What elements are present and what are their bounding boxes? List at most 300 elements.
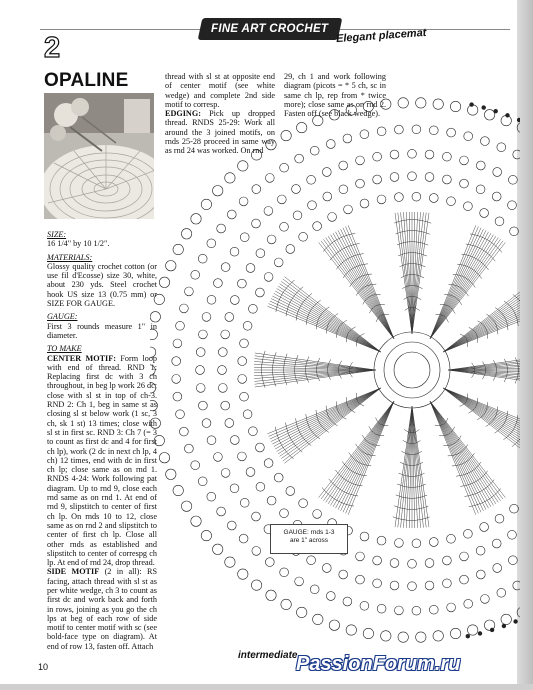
- picot: [482, 105, 486, 109]
- chain-arc: [273, 352, 277, 386]
- chain-loop: [280, 222, 289, 231]
- stitch-stroke: [278, 388, 381, 454]
- center-motif-paragraph: [47, 354, 157, 568]
- chain-loop: [447, 128, 456, 137]
- stitch-stroke: [323, 239, 394, 339]
- chain-loop: [181, 501, 191, 511]
- chain-loop: [460, 156, 469, 165]
- chain-loop: [227, 521, 236, 530]
- chain-loop: [492, 192, 501, 201]
- chain-loop: [513, 581, 520, 590]
- chain-loop: [495, 514, 504, 523]
- picot: [466, 634, 470, 638]
- chain-loop: [373, 175, 382, 184]
- chain-loop: [484, 110, 494, 120]
- chain-loop: [252, 185, 261, 194]
- stitch-stroke: [430, 401, 501, 501]
- stitch-stroke: [272, 296, 380, 352]
- chain-loop: [429, 605, 438, 614]
- chain-loop: [395, 193, 404, 202]
- side-motif-heading: SIDE MOTIF: [47, 567, 100, 577]
- chain-loop: [256, 288, 265, 297]
- picot: [494, 109, 498, 113]
- stitch-stroke: [323, 401, 394, 501]
- center-round: [384, 342, 440, 398]
- chain-loop: [293, 211, 302, 220]
- chain-loop: [390, 150, 399, 159]
- stitch-stroke: [321, 241, 394, 339]
- chain-loop: [343, 597, 352, 606]
- chain-loop: [395, 539, 404, 548]
- chain-loop: [249, 304, 258, 313]
- chain-loop: [343, 134, 352, 143]
- stitch-stroke: [271, 299, 381, 353]
- chain-arc: [401, 274, 424, 277]
- stitch-stroke: [430, 239, 501, 339]
- chain-loop: [360, 199, 369, 208]
- chain-loop: [213, 186, 223, 196]
- chain-arc: [482, 362, 485, 380]
- chain-loop: [238, 161, 248, 171]
- chain-loop: [460, 179, 469, 188]
- chain-loop: [447, 534, 456, 543]
- chain-loop: [313, 222, 322, 231]
- stitch-stroke: [430, 401, 486, 509]
- stitch-stroke: [281, 281, 381, 352]
- chain-loop: [181, 229, 191, 239]
- chain-loop: [281, 130, 291, 140]
- chain-loop: [230, 436, 239, 445]
- chain-arc: [262, 351, 266, 388]
- size-label: SIZE:: [47, 230, 67, 239]
- chain-loop: [299, 232, 308, 241]
- picot: [490, 628, 494, 632]
- chain-loop: [150, 312, 160, 322]
- stitch-stroke: [326, 238, 394, 339]
- side-motif-text: (2 in all): RS facing, attach thread with sl st as per white wedge, ch 3 to count as first dc and work back and forth in rows, joining as you go the ch lps at beg of each row of side motif to center motif with sc (see bold-face type on diagram). At end of row 13, fasten off. Attach: [47, 567, 158, 651]
- stitch-stroke: [267, 388, 380, 434]
- chain-loop: [240, 233, 249, 242]
- stitch-stroke: [348, 225, 394, 338]
- chain-loop: [326, 140, 335, 149]
- chain-loop: [356, 552, 365, 561]
- chain-loop: [356, 179, 365, 188]
- chain-arc: [405, 307, 420, 310]
- chain-loop: [180, 427, 189, 436]
- stitch-stroke: [274, 294, 381, 353]
- stitch-stroke: [328, 401, 394, 504]
- chain-loop: [172, 375, 181, 384]
- chain-loop: [447, 603, 456, 612]
- chain-loop: [313, 614, 323, 624]
- chain-loop: [180, 304, 189, 313]
- chain-loop: [425, 581, 434, 590]
- gauge-note-line-2: are 1" across: [289, 537, 329, 544]
- chain-loop: [339, 570, 348, 579]
- chain-loop: [218, 384, 227, 393]
- stitch-stroke: [336, 401, 395, 508]
- chain-loop: [481, 595, 490, 604]
- gauge-text: First 3 rounds measure 1" in diameter.: [47, 321, 157, 340]
- stitch-stroke: [336, 232, 395, 339]
- chain-loop: [227, 210, 236, 219]
- chain-loop: [176, 321, 185, 330]
- chain-loop: [217, 224, 226, 233]
- page-number: 10: [38, 662, 49, 672]
- chain-loop: [425, 150, 434, 159]
- chain-loop: [191, 270, 200, 279]
- chain-loop: [230, 484, 239, 493]
- chain-loop: [476, 570, 485, 579]
- chain-loop: [191, 461, 200, 470]
- chain-loop: [154, 435, 164, 445]
- picot: [469, 102, 473, 106]
- chain-loop: [297, 122, 307, 132]
- chain-loop: [381, 631, 391, 641]
- stitch-stroke: [430, 401, 498, 502]
- watermark: PassionForum.ru: [296, 653, 461, 675]
- chain-loop: [196, 348, 205, 357]
- chain-loop: [513, 150, 520, 159]
- pattern-title: OPALINE: [44, 70, 129, 91]
- materials-text: Glossy quality crochet cotton (or use fil d'Ecosse) size 30, white, about 230 yds. Steel crochet hook US size 13 (0.75 mm) or SIZE FOR GAUGE.: [47, 261, 157, 309]
- chain-loop: [329, 110, 339, 120]
- chain-loop: [214, 279, 223, 288]
- stitch-stroke: [430, 401, 484, 511]
- chain-loop: [277, 195, 286, 204]
- page-subtitle: Elegant placemat: [335, 26, 427, 46]
- chain-loop: [429, 126, 438, 135]
- stitch-stroke: [271, 388, 381, 442]
- stitch-stroke: [283, 388, 381, 461]
- chain-loop: [433, 99, 443, 109]
- chain-loop: [230, 296, 239, 305]
- chain-loop: [243, 321, 252, 330]
- chain-loop: [172, 357, 181, 366]
- chain-loop: [218, 348, 227, 357]
- chain-loop: [159, 453, 169, 463]
- chain-loop: [360, 601, 369, 610]
- chain-loop: [267, 235, 276, 244]
- stitch-stroke: [443, 388, 520, 461]
- chain-loop: [395, 606, 404, 615]
- stitch-stroke: [348, 401, 394, 514]
- chain-loop: [464, 599, 473, 608]
- page-edge-bottom: [0, 684, 533, 690]
- stitch-stroke: [430, 238, 498, 339]
- chain-loop: [256, 249, 265, 258]
- chain-loop: [307, 556, 316, 565]
- chain-loop: [450, 628, 460, 638]
- chain-loop: [239, 534, 248, 543]
- side-motif-continued: thread with sl st at opposite end of center motif (see white wedge) and complete 2nd side motif to corresp.: [165, 72, 275, 109]
- chain-arc: [400, 462, 423, 465]
- chain-arc: [394, 506, 428, 510]
- chain-loop: [509, 556, 518, 565]
- chain-loop: [225, 557, 235, 567]
- chain-loop: [280, 509, 289, 518]
- chain-loop: [202, 419, 211, 428]
- chain-loop: [416, 632, 426, 642]
- stitch-stroke: [430, 401, 489, 508]
- chain-loop: [356, 156, 365, 165]
- chain-loop: [468, 625, 478, 635]
- chain-loop: [264, 207, 273, 216]
- gauge-label: GAUGE:: [47, 312, 78, 322]
- stitch-stroke: [430, 401, 503, 499]
- chain-loop: [476, 185, 485, 194]
- chain-arc: [404, 430, 419, 433]
- chain-loop: [280, 163, 289, 172]
- chain-loop: [310, 585, 319, 594]
- stitch-stroke: [430, 230, 486, 338]
- chain-loop: [322, 564, 331, 573]
- chain-loop: [510, 504, 519, 513]
- chain-loop: [239, 197, 248, 206]
- to-make-label: TO MAKE: [47, 344, 82, 354]
- chain-loop: [329, 620, 339, 630]
- chain-loop: [266, 590, 276, 600]
- chain-loop: [398, 632, 408, 642]
- chain-loop: [221, 330, 230, 339]
- stitch-stroke: [338, 401, 394, 509]
- chain-loop: [150, 329, 158, 339]
- chain-loop: [166, 261, 176, 271]
- chain-loop: [173, 392, 182, 401]
- chain-loop: [408, 149, 417, 158]
- chain-loop: [339, 185, 348, 194]
- chain-loop: [377, 604, 386, 613]
- chain-loop: [395, 125, 404, 134]
- chain-loop: [425, 173, 434, 182]
- chain-loop: [256, 443, 265, 452]
- chain-loop: [173, 339, 182, 348]
- chain-loop: [425, 559, 434, 568]
- chain-loop: [307, 175, 316, 184]
- section-banner: FINE ART CROCHET: [198, 18, 343, 40]
- chain-loop: [299, 499, 308, 508]
- stitch-stroke: [430, 225, 476, 338]
- stitch-stroke: [341, 401, 395, 511]
- chain-loop: [225, 173, 235, 183]
- stitch-stroke: [280, 284, 381, 352]
- chain-loop: [408, 582, 417, 591]
- chain-loop: [493, 564, 502, 573]
- chain-loop: [225, 313, 234, 322]
- chain-loop: [238, 357, 247, 366]
- chain-loop: [221, 469, 230, 478]
- chain-loop: [398, 98, 408, 108]
- chain-arc: [338, 361, 341, 379]
- stitch-stroke: [430, 401, 476, 514]
- chain-loop: [390, 581, 399, 590]
- stitch-stroke: [269, 304, 381, 352]
- chain-loop: [266, 140, 276, 150]
- chain-loop: [476, 161, 485, 170]
- chain-loop: [412, 192, 421, 201]
- chain-arc: [403, 440, 421, 443]
- chain-loop: [176, 410, 185, 419]
- chain-loop: [150, 365, 155, 375]
- chain-loop: [363, 628, 373, 638]
- chain-loop: [412, 606, 421, 615]
- chain-loop: [159, 277, 169, 287]
- chain-loop: [225, 419, 234, 428]
- chain-arc: [316, 358, 319, 381]
- picot: [478, 631, 482, 635]
- chain-loop: [377, 195, 386, 204]
- chain-loop: [501, 614, 511, 624]
- chain-loop: [173, 244, 183, 254]
- chain-loop: [517, 607, 520, 617]
- edging-text: Pick up dropped thread. RNDS 25-29: Work all around the 3 joined motifs, on rnds 25-28 proceed in same way as rnd 24 was worked. On rnd: [165, 109, 276, 156]
- chain-loop: [221, 263, 230, 272]
- chain-loop: [150, 347, 156, 357]
- stitch-stroke: [278, 286, 381, 352]
- chain-loop: [252, 512, 261, 521]
- stitch-stroke: [338, 230, 394, 338]
- chain-loop: [280, 568, 289, 577]
- center-motif-heading: CENTER MOTIF:: [47, 353, 116, 363]
- chain-loop: [493, 168, 502, 177]
- chain-loop: [495, 217, 504, 226]
- chain-loop: [295, 154, 304, 163]
- chain-loop: [356, 575, 365, 584]
- chain-loop: [508, 201, 517, 210]
- chain-loop: [416, 98, 426, 108]
- chain-loop: [264, 273, 273, 282]
- chain-loop: [313, 115, 323, 125]
- edging-continued: 29, ch 1 and work following diagram (picots = * 5 ch, sc in same ch lp, rep from * twice more); close same as on rnd 2. Fasten off (see black wedge).: [284, 72, 386, 119]
- chain-loop: [150, 400, 158, 410]
- chain-loop: [274, 258, 283, 267]
- chain-loop: [326, 592, 335, 601]
- chain-loop: [297, 607, 307, 617]
- chain-loop: [240, 392, 249, 401]
- chain-loop: [249, 427, 258, 436]
- chain-loop: [196, 366, 205, 375]
- chain-loop: [346, 625, 356, 635]
- stitch-stroke: [321, 401, 394, 499]
- chain-loop: [281, 599, 291, 609]
- placemat-photo-image: [44, 93, 154, 219]
- chain-loop: [251, 150, 261, 160]
- stitch-stroke: [443, 388, 520, 459]
- chain-loop: [433, 631, 443, 641]
- chain-loop: [476, 546, 485, 555]
- chain-loop: [464, 132, 473, 141]
- chain-loop: [292, 185, 301, 194]
- stitch-stroke: [430, 227, 478, 339]
- chain-loop: [202, 313, 211, 322]
- chain-loop: [310, 146, 319, 155]
- chain-arc: [349, 362, 352, 377]
- chain-loop: [213, 544, 223, 554]
- chain-loop: [517, 122, 520, 132]
- chain-loop: [238, 569, 248, 579]
- edging-heading: EDGING:: [165, 109, 201, 119]
- picot: [513, 619, 517, 623]
- chain-loop: [201, 530, 211, 540]
- chain-loop: [443, 175, 452, 184]
- chain-loop: [328, 213, 337, 222]
- chain-loop: [408, 172, 417, 181]
- chain-loop: [464, 202, 473, 211]
- chain-loop: [360, 532, 369, 541]
- chain-loop: [265, 558, 274, 567]
- chain-loop: [373, 152, 382, 161]
- chain-loop: [267, 496, 276, 505]
- chain-loop: [286, 487, 295, 496]
- chain-loop: [443, 579, 452, 588]
- chain-loop: [447, 197, 456, 206]
- chain-loop: [381, 99, 391, 109]
- center-round: [374, 332, 450, 408]
- chain-arc: [504, 359, 507, 382]
- stitch-stroke: [448, 356, 520, 370]
- chain-loop: [185, 444, 194, 453]
- center-round: [394, 352, 430, 388]
- chain-loop: [252, 219, 261, 228]
- chain-loop: [346, 105, 356, 115]
- chain-loop: [363, 101, 373, 111]
- chain-arc: [404, 296, 422, 299]
- chain-loop: [460, 552, 469, 561]
- materials-label: MATERIALS:: [47, 252, 93, 262]
- stitch-stroke: [430, 241, 503, 339]
- chain-loop: [323, 192, 332, 201]
- chain-loop: [460, 575, 469, 584]
- chain-loop: [221, 401, 230, 410]
- chain-loop: [390, 559, 399, 568]
- stitch-stroke: [328, 236, 394, 339]
- chain-loop: [429, 194, 438, 203]
- chain-loop: [185, 287, 194, 296]
- crochet-chart-svg: [150, 92, 520, 652]
- crochet-chart-diagram: [150, 92, 520, 652]
- chain-loop: [412, 539, 421, 548]
- chain-loop: [322, 168, 331, 177]
- chain-loop: [207, 436, 216, 445]
- chain-loop: [207, 239, 216, 248]
- chain-loop: [492, 539, 501, 548]
- stitch-stroke: [430, 236, 496, 339]
- chain-loop: [199, 330, 208, 339]
- chain-loop: [150, 418, 160, 428]
- chain-loop: [480, 209, 489, 218]
- chain-arc: [394, 220, 431, 224]
- chain-loop: [373, 579, 382, 588]
- chain-loop: [313, 510, 322, 519]
- chain-loop: [509, 175, 518, 184]
- chain-loop: [481, 137, 490, 146]
- stitch-stroke: [281, 388, 381, 459]
- chain-loop: [191, 214, 201, 224]
- chain-loop: [217, 507, 226, 516]
- skill-level: intermediate: [238, 650, 298, 661]
- picot: [505, 113, 509, 117]
- size-text: 16 1/4" by 10 1/2".: [47, 239, 110, 249]
- chain-loop: [510, 227, 519, 236]
- chain-loop: [191, 516, 201, 526]
- chain-loop: [377, 127, 386, 136]
- chain-loop: [238, 279, 247, 288]
- stitch-stroke: [430, 401, 496, 504]
- chain-loop: [412, 125, 421, 134]
- chain-loop: [450, 101, 460, 111]
- chain-loop: [390, 173, 399, 182]
- chain-loop: [214, 453, 223, 462]
